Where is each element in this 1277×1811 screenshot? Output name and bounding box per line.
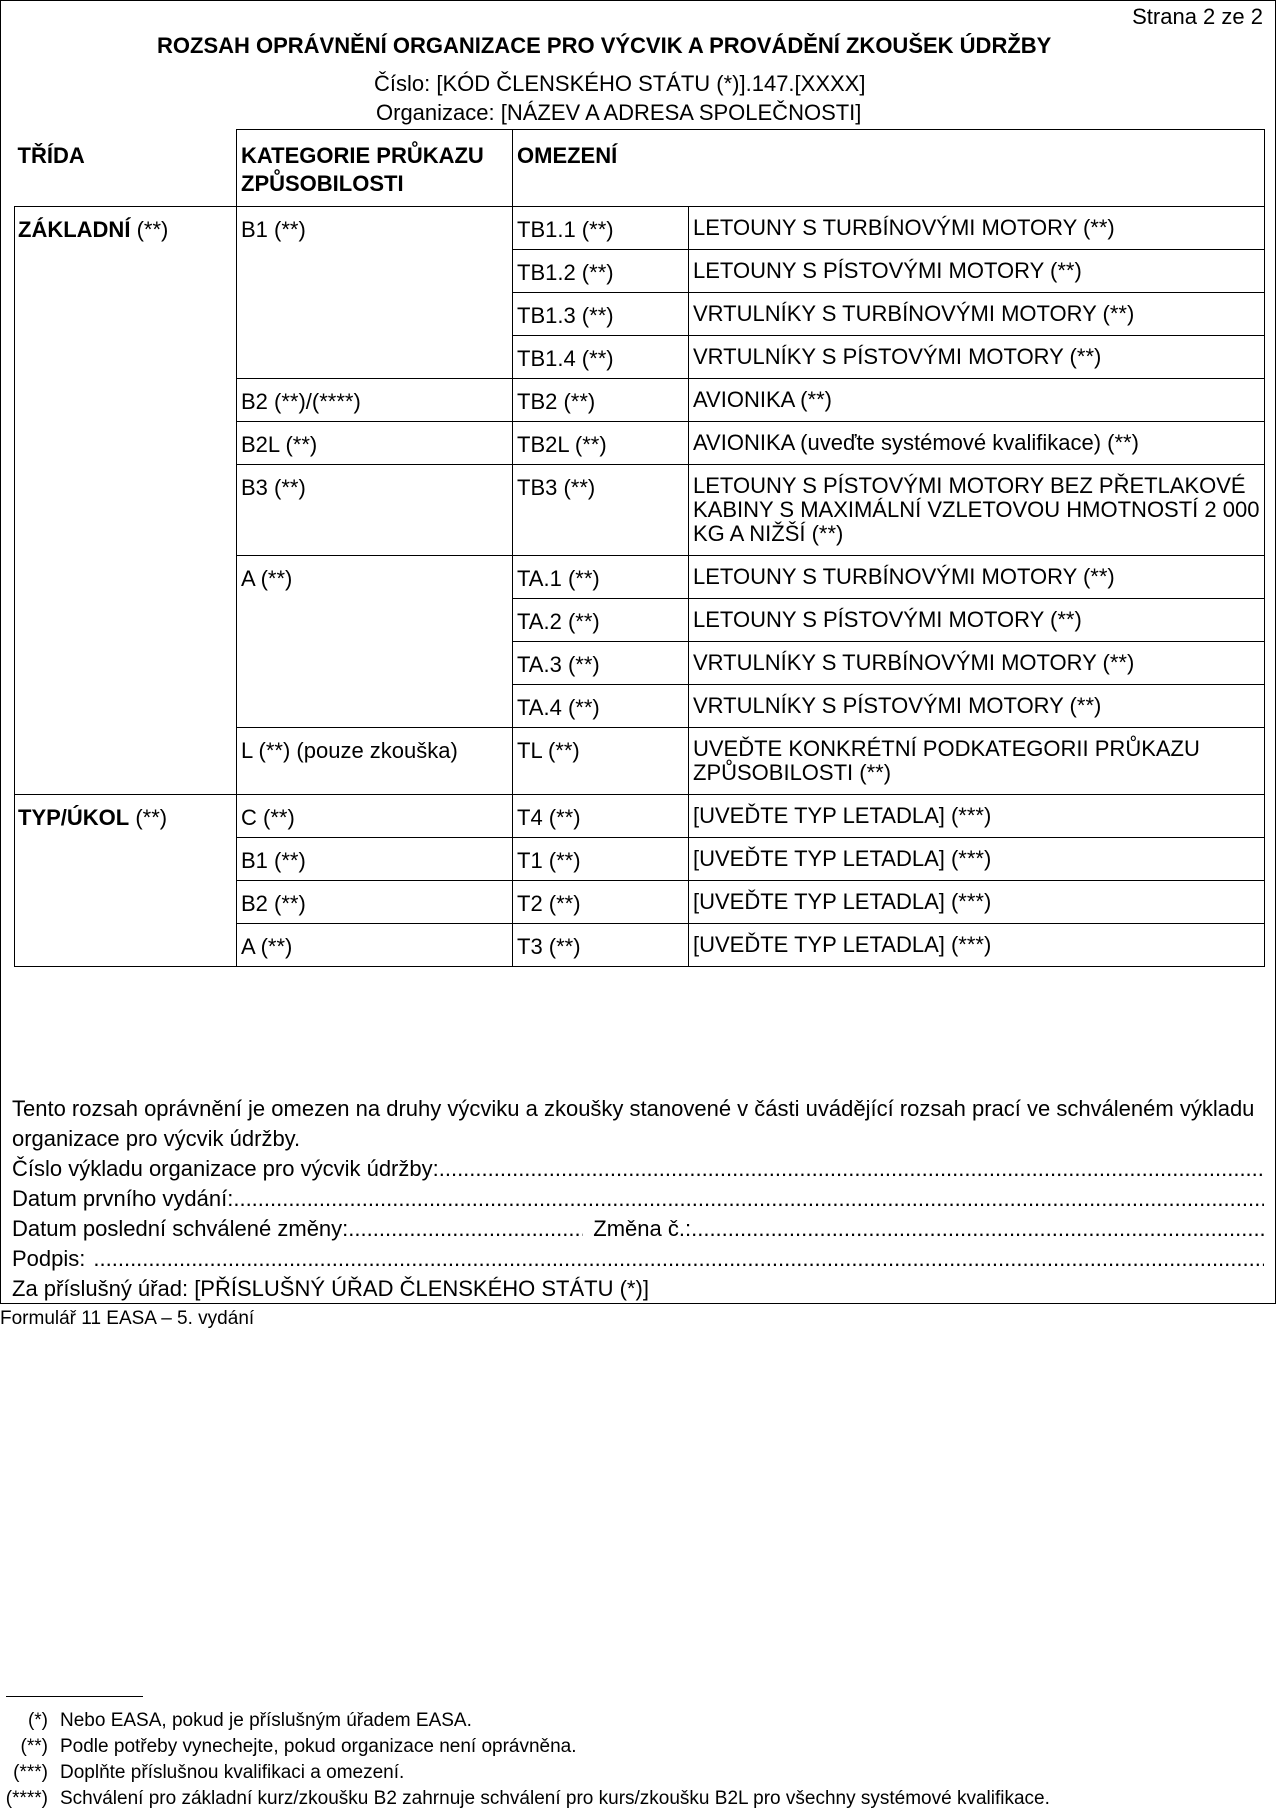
limitation-code-cell: TB2L (**): [513, 422, 689, 465]
limitation-description-cell: VRTULNÍKY S PÍSTOVÝMI MOTORY (**): [689, 685, 1265, 728]
footnote-separator: [6, 1696, 143, 1697]
limitation-code-cell: TL (**): [513, 728, 689, 795]
table-header-row: [15, 130, 1265, 207]
limitation-code-cell: T1 (**): [513, 838, 689, 881]
organization-name: Organizace: [NÁZEV A ADRESA SPOLEČNOSTI]: [376, 100, 862, 125]
category-cell: C (**): [237, 795, 513, 838]
limitation-description-cell: AVIONIKA (**): [689, 379, 1265, 422]
category-cell: B2 (**)/(****): [237, 379, 513, 422]
dotted-fill: [348, 1214, 583, 1244]
footnote-text: Podle potřeby vynechejte, pokud organizace není oprávněna.: [60, 1736, 577, 1757]
page-title: ROZSAH OPRÁVNĚNÍ ORGANIZACE PRO VÝCVIK A PROVÁDĚNÍ ZKOUŠEK ÚDRŽBY: [157, 33, 1052, 58]
limitation-code-cell: TA.1 (**): [513, 556, 689, 599]
category-cell: B2L (**): [237, 422, 513, 465]
scope-table: [14, 129, 1265, 967]
footnote-mark: (*): [27, 1710, 48, 1731]
limitation-description-cell: LETOUNY S PÍSTOVÝMI MOTORY BEZ PŘETLAKOVÉ KABINY S MAXIMÁLNÍ VZLETOVOU HMOTNOSTÍ 2 000 KG A NIŽŠÍ (**): [689, 465, 1265, 556]
limitation-code-cell: T4 (**): [513, 795, 689, 838]
limitation-description-cell: LETOUNY S TURBÍNOVÝMI MOTORY (**): [689, 556, 1265, 599]
limitation-description-cell: [UVEĎTE TYP LETADLA] (***): [689, 838, 1265, 881]
limitation-description-cell: LETOUNY S TURBÍNOVÝMI MOTORY (**): [689, 207, 1265, 250]
limitation-code-cell: T3 (**): [513, 924, 689, 967]
limitation-code-cell: TB1.4 (**): [513, 336, 689, 379]
category-cell: L (**) (pouze zkouška): [237, 728, 513, 795]
limitation-description-cell: UVEĎTE KONKRÉTNÍ PODKATEGORII PRŮKAZU ZPŮSOBILOSTI (**): [689, 728, 1265, 795]
footnote: [0, 1710, 472, 1732]
limitation-description-cell: [UVEĎTE TYP LETADLA] (***): [689, 924, 1265, 967]
dotted-fill: [233, 1184, 1264, 1214]
signature-field[interactable]: Podpis: .....: [12, 1244, 1264, 1274]
dotted-fill: [93, 1244, 1264, 1274]
exposition-number-field[interactable]: Číslo výkladu organizace pro výcvik údržby: .....: [12, 1154, 1264, 1184]
category-cell: B3 (**): [237, 465, 513, 556]
header-category: KATEGORIE PRŮKAZU ZPŮSOBILOSTI: [237, 130, 513, 207]
footnote-text: Doplňte příslušnou kvalifikaci a omezení.: [60, 1762, 405, 1783]
limitation-code-cell: T2 (**): [513, 881, 689, 924]
class-cell: ZÁKLADNÍ (**): [15, 207, 237, 795]
limitation-description-cell: [UVEĎTE TYP LETADLA] (***): [689, 795, 1265, 838]
category-cell: A (**): [237, 924, 513, 967]
header-limitation: OMEZENÍ: [513, 130, 1265, 207]
limitation-code-cell: TA.4 (**): [513, 685, 689, 728]
table-row: [15, 795, 1265, 838]
category-cell: B1 (**): [237, 838, 513, 881]
dotted-fill: [439, 1154, 1264, 1184]
limitation-description-cell: LETOUNY S PÍSTOVÝMI MOTORY (**): [689, 599, 1265, 642]
certificate-number: Číslo: [KÓD ČLENSKÉHO STÁTU (*)].147.[XXXX]: [374, 71, 866, 96]
header-class: TŘÍDA: [15, 130, 237, 207]
footnote-mark: (**): [20, 1736, 48, 1757]
footnote-text: Nebo EASA, pokud je příslušným úřadem EASA.: [60, 1710, 472, 1731]
form-identifier: Formulář 11 EASA – 5. vydání: [0, 1308, 255, 1329]
limitation-code-cell: TA.2 (**): [513, 599, 689, 642]
footer-block: [12, 1094, 1264, 1304]
category-cell: B1 (**): [237, 207, 513, 379]
scope-statement: Tento rozsah oprávnění je omezen na druhy výcviku a zkoušky stanovené v části uvádějící rozsah prací ve schváleném výkladu organizace pro výcvik údržby.: [12, 1096, 1255, 1151]
class-cell: TYP/ÚKOL (**): [15, 795, 237, 967]
category-cell: A (**): [237, 556, 513, 728]
footnote: [0, 1788, 1050, 1810]
limitation-description-cell: VRTULNÍKY S TURBÍNOVÝMI MOTORY (**): [689, 642, 1265, 685]
change-number-label: Změna č.:: [593, 1216, 692, 1241]
limitation-description-cell: VRTULNÍKY S PÍSTOVÝMI MOTORY (**): [689, 336, 1265, 379]
limitation-description-cell: AVIONIKA (uveďte systémové kvalifikace) (**): [689, 422, 1265, 465]
authority-line: Za příslušný úřad: [PŘÍSLUŠNÝ ÚŘAD ČLENSKÉHO STÁTU (*)]: [12, 1276, 649, 1301]
table-row: [15, 207, 1265, 250]
page-number: Strana 2 ze 2: [1132, 4, 1263, 29]
limitation-code-cell: TA.3 (**): [513, 642, 689, 685]
limitation-description-cell: VRTULNÍKY S TURBÍNOVÝMI MOTORY (**): [689, 293, 1265, 336]
limitation-description-cell: LETOUNY S PÍSTOVÝMI MOTORY (**): [689, 250, 1265, 293]
last-change-date-field[interactable]: Datum poslední schválené změny: ..... Změna č.: .....: [12, 1214, 1264, 1244]
first-issue-date-field[interactable]: Datum prvního vydání: .....: [12, 1184, 1264, 1214]
footnote-text: Schválení pro základní kurz/zkoušku B2 zahrnuje schválení pro kurs/zkoušku B2L pro všechny systémové kvalifikace.: [60, 1788, 1050, 1809]
dotted-fill: [691, 1214, 1264, 1244]
limitation-code-cell: TB2 (**): [513, 379, 689, 422]
limitation-code-cell: TB1.3 (**): [513, 293, 689, 336]
limitation-code-cell: TB1.1 (**): [513, 207, 689, 250]
category-cell: B2 (**): [237, 881, 513, 924]
footnote: [0, 1762, 404, 1784]
limitation-description-cell: [UVEĎTE TYP LETADLA] (***): [689, 881, 1265, 924]
footnote: [0, 1736, 577, 1758]
limitation-code-cell: TB3 (**): [513, 465, 689, 556]
limitation-code-cell: TB1.2 (**): [513, 250, 689, 293]
footnote-mark: (****): [5, 1788, 48, 1809]
footnote-mark: (***): [13, 1762, 48, 1783]
